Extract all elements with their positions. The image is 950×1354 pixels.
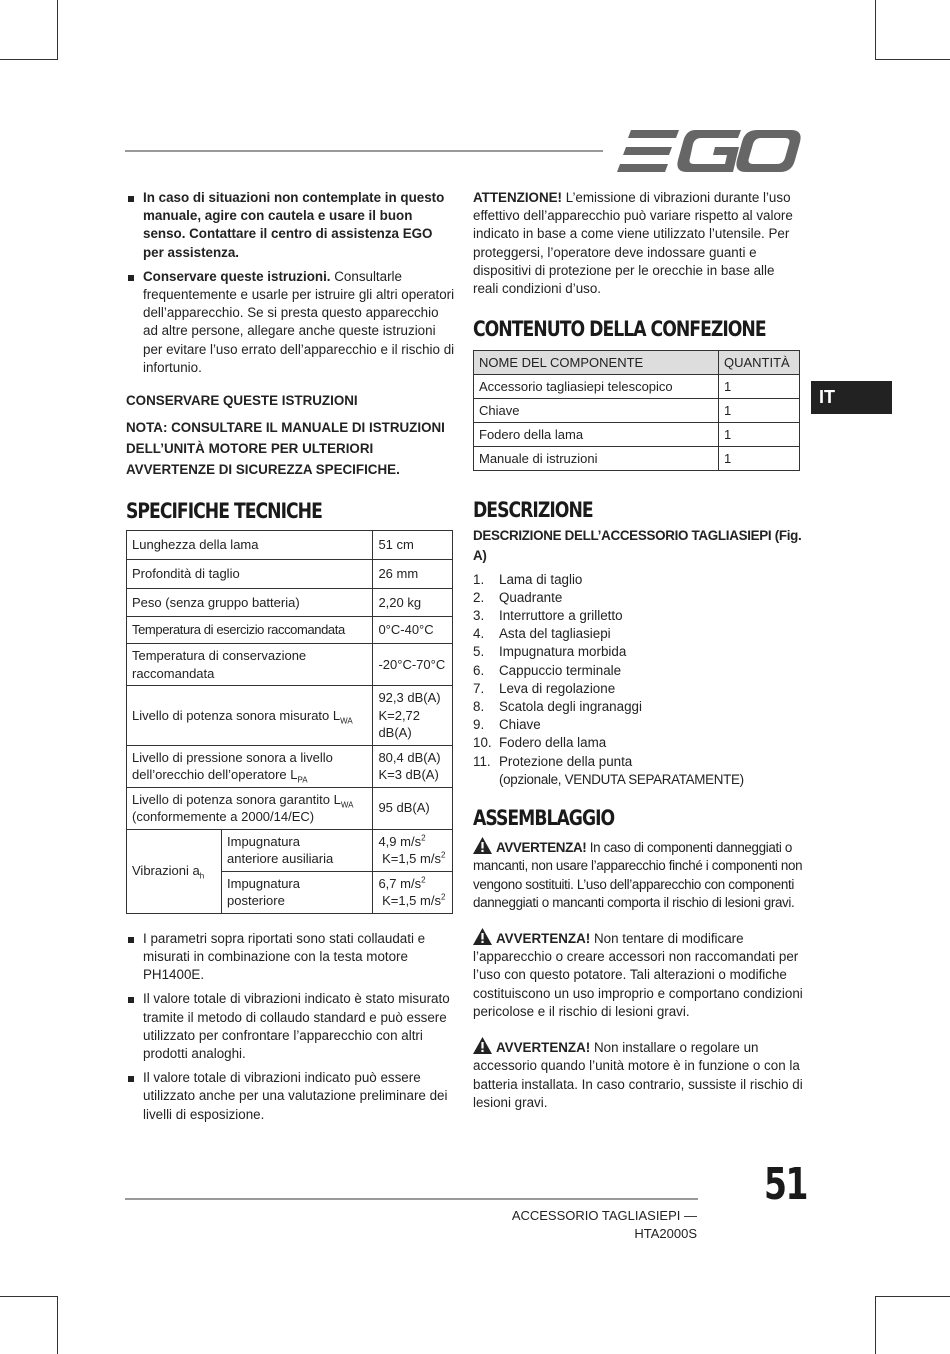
list-item: I parametri sopra riportati sono stati collaudati e misurati in combinazione con la testa motore PH1400E. xyxy=(126,930,456,985)
save-instructions-heading: CONSERVARE QUESTE ISTRUZIONI xyxy=(126,393,358,409)
language-tab: IT xyxy=(811,381,892,414)
crop-mark xyxy=(57,1296,58,1354)
table-row: Peso (senza gruppo batteria) 2,20 kg xyxy=(127,589,453,617)
list-item: 3. Interruttore a grilletto xyxy=(473,608,623,624)
table-row: Fodero della lama 1 xyxy=(474,423,800,447)
warning-icon xyxy=(473,837,492,854)
parts-list xyxy=(473,571,803,789)
table-row: Temperatura di conservazione raccomandata -20°C-70°C xyxy=(127,644,453,686)
list-item: Il valore totale di vibrazioni indicato è stato misurato tramite il metodo di collaudo standard e può essere utilizzato per confrontare l’apparecchio con altri prodotti analoghi. xyxy=(126,990,456,1063)
warning-icon xyxy=(473,928,492,945)
contents-heading: CONTENUTO DELLA CONFEZIONE xyxy=(473,317,766,342)
footer-rule xyxy=(125,1198,698,1200)
crop-mark xyxy=(875,59,950,60)
table-row: Impugnatura posteriore 6,7 $m/s^2$ K=1,5 $m/s^2$ xyxy=(127,871,453,913)
crop-mark xyxy=(875,1296,876,1354)
table-row: Chiave 1 xyxy=(474,399,800,423)
list-item: 11. Protezione della punta xyxy=(473,753,633,769)
list-item: 7. Leva di regolazione xyxy=(473,680,616,696)
list-item: 8. Scatola degli ingranaggi xyxy=(473,699,642,715)
list-item: 1. Lama di taglio xyxy=(473,571,583,587)
header-rule xyxy=(125,150,603,152)
table-row: Manuale di istruzioni 1 xyxy=(474,447,800,471)
description-subheading: DESCRIZIONE DELL’ACCESSORIO TAGLIASIEPI (Fig. A) xyxy=(473,527,802,563)
list-item: 9. Chiave xyxy=(473,717,541,733)
crop-mark xyxy=(57,0,58,60)
crop-mark xyxy=(0,1296,58,1297)
warning-icon xyxy=(473,1037,492,1054)
table-row: Accessorio tagliasiepi telescopico 1 xyxy=(474,375,800,399)
ego-logo xyxy=(617,130,801,172)
list-item: 6. Cappuccio terminale xyxy=(473,662,622,678)
table-row: Livello di potenza sonora misurato $L_{WA}$ 92,3 dB(A) K=2,72 dB(A) xyxy=(127,686,453,746)
list-item: Il valore totale di vibrazioni indicato può essere utilizzato anche per una valutazione preliminare dei livelli di esposizione. xyxy=(126,1069,456,1124)
table-header-row: NOME DEL COMPONENTE QUANTITÀ xyxy=(474,351,800,375)
crop-mark xyxy=(875,1296,950,1297)
list-item: In caso di situazioni non contemplate in questo manuale, agire con cautela e usare il buon senso. Contattare il centro di assistenza EGO per assistenza. xyxy=(126,189,456,262)
intro-bullets xyxy=(126,189,456,377)
warning-paragraph: AVVERTENZA! In caso di componenti danneggiati o mancanti, non usare l’apparecchio finché i componenti non vengono sostituiti. L’uso dell’apparecchio con componenti danneggiati o mancanti comporta il rischio di lesioni gravi. xyxy=(473,837,803,912)
contents-table xyxy=(473,350,800,471)
warning-paragraph: AVVERTENZA! Non installare o regolare un accessorio quando l’unità motore è in funzione o con la batteria installata. In caso contrario, sussiste il rischio di lesioni gravi. xyxy=(473,1037,803,1112)
spec-notes xyxy=(126,930,456,1124)
table-row: Profondità di taglio 26 mm xyxy=(127,560,453,589)
list-item: 5. Impugnatura morbida xyxy=(473,644,627,660)
left-column xyxy=(126,189,456,1130)
right-column xyxy=(473,189,803,1112)
crop-mark xyxy=(875,0,876,60)
list-item: Conservare queste istruzioni. Consultarle frequentemente e usarle per istruire gli altri operatori dell’apparecchio. Se si presta questo apparecchio ad altre persone, allegare anche queste istruzioni per evitare l’uso errato dell’apparecchio e il rischio di infortunio. xyxy=(126,268,456,377)
specs-table xyxy=(126,530,453,914)
motor-unit-note: NOTA: CONSULTARE IL MANUALE DI ISTRUZIONI DELL’UNITÀ MOTORE PER ULTERIORI AVVERTENZE DI SICUREZZA SPECIFICHE. xyxy=(126,420,445,478)
list-item: 10. Fodero della lama xyxy=(473,735,607,751)
table-row: Lunghezza della lama 51 cm xyxy=(127,531,453,560)
assembly-heading: ASSEMBLAGGIO xyxy=(473,806,615,831)
list-item: 4. Asta del tagliasiepi xyxy=(473,626,611,642)
page-number: 51 xyxy=(764,1159,807,1210)
table-row: Livello di potenza sonora garantito $L_{WA}$ (conformemente a 2000/14/EC) 95 dB(A) xyxy=(127,787,453,829)
table-row: Livello di pressione sonora a livello dell’orecchio dell’operatore $L_{PA}$ 80,4 dB(A) K=3 dB(A) xyxy=(127,745,453,787)
footer-title: ACCESSORIO TAGLIASIEPI — HTA2000S xyxy=(511,1208,697,1242)
table-row: Temperatura di esercizio raccomandata 0°C-40°C xyxy=(127,617,453,644)
attention-paragraph: ATTENZIONE! L’emissione di vibrazioni durante l’uso effettivo dell’apparecchio può variare rispetto al valore indicato in base a come viene utilizzato l’utensile. Per proteggersi, l’operatore deve indossare guanti e dispositivi di protezione per le orecchie in base alle reali condizioni d’uso. xyxy=(473,190,793,297)
warning-paragraph: AVVERTENZA! Non tentare di modificare l’apparecchio o creare accessori non raccomandati per l’uso con questo potatore. Tali alterazioni o modifiche costituiscono un uso improprio e comportano condizioni pericolose e il rischio di lesioni gravi. xyxy=(473,928,803,1021)
crop-mark xyxy=(0,59,58,60)
description-heading: DESCRIZIONE xyxy=(473,498,593,523)
list-item: (opzionale, VENDUTA SEPARATAMENTE) xyxy=(499,771,744,787)
list-item: 2. Quadrante xyxy=(473,589,563,605)
specs-heading: SPECIFICHE TECNICHE xyxy=(126,499,322,524)
table-row: Vibrazioni $a_h$ Impugnatura anteriore ausiliaria 4,9 $m/s^2$ K=1,5 $m/s^2$ xyxy=(127,829,453,871)
